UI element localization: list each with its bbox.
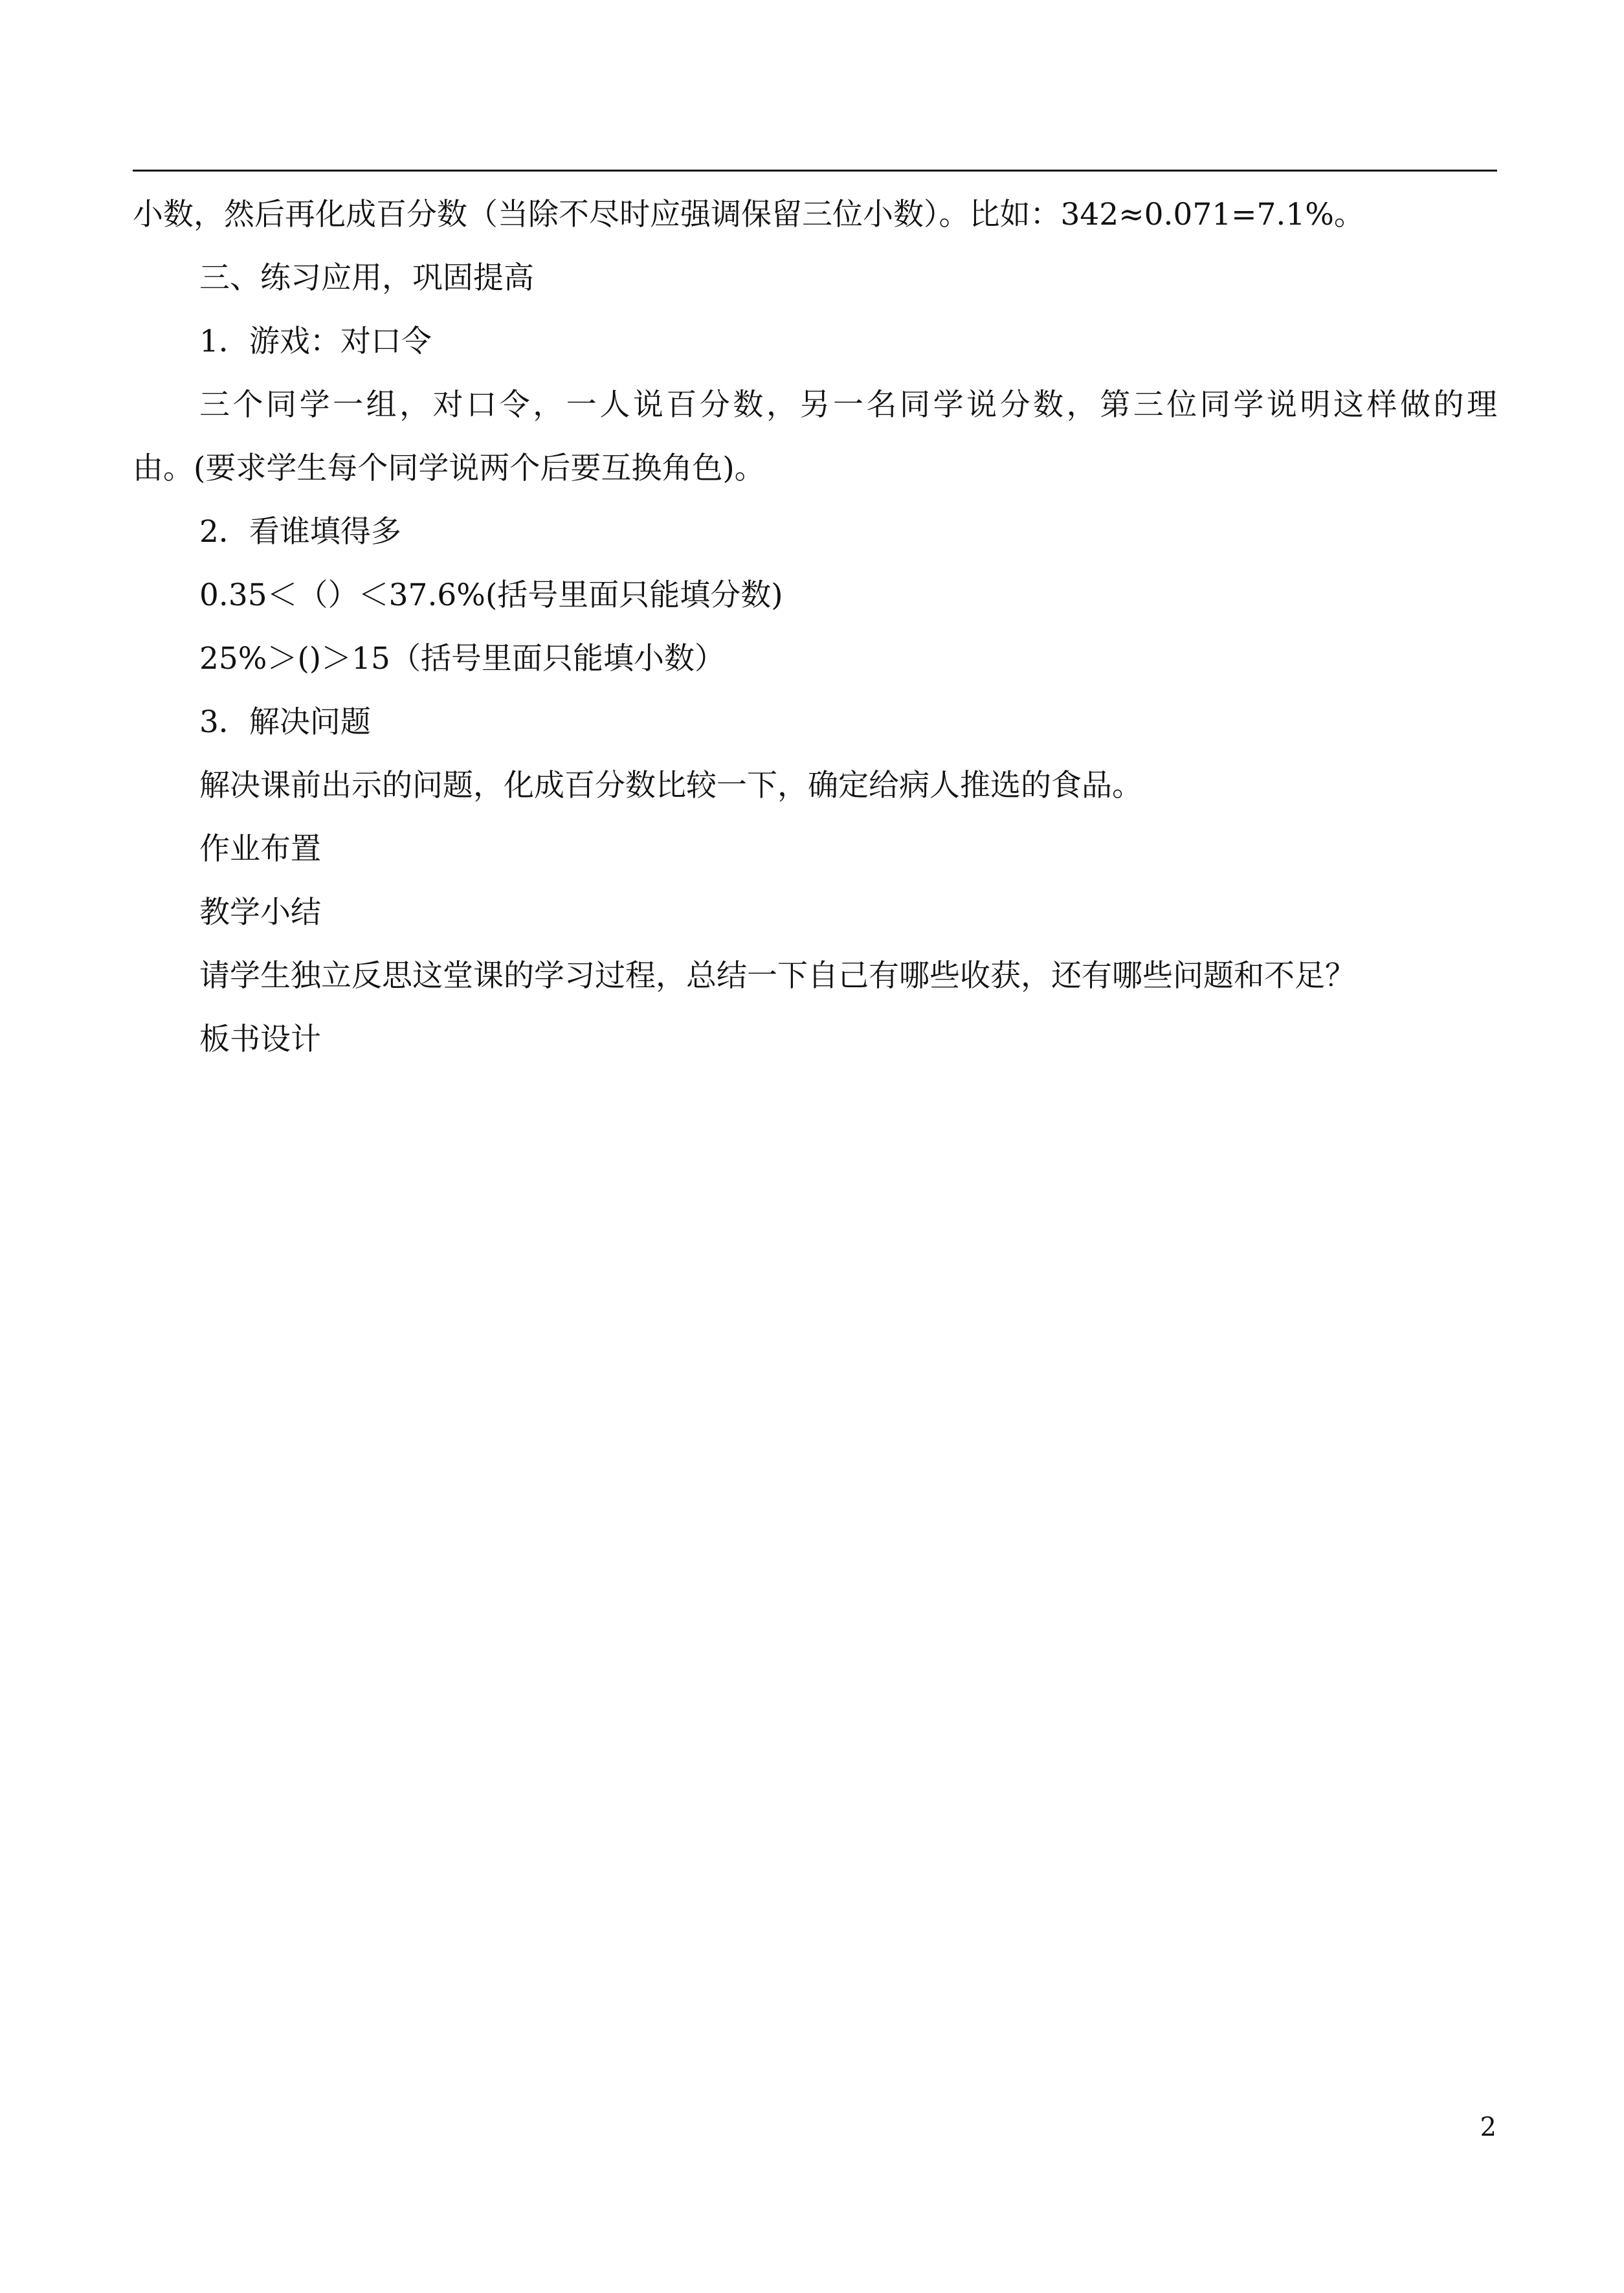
document-body [133, 183, 1497, 1071]
page-number: 2 [1480, 2112, 1496, 2142]
paragraph-line-solve-desc: 解决课前出示的问题，化成百分数比较一下，确定给病人推选的食品。 [199, 768, 1142, 803]
item-heading-game: 1．游戏：对口令 [199, 324, 432, 359]
item-heading-solve: 3．解决问题 [199, 704, 371, 740]
section-heading-practice: 三、练习应用，巩固提高 [199, 260, 534, 296]
exercise-line-fraction: 0.35＜（）＜37.6%(括号里面只能填分数) [199, 577, 783, 613]
paragraph-line-game-desc-end: 由。(要求学生每个同学说两个后要互换角色)。 [133, 451, 765, 486]
section-heading-summary: 教学小结 [199, 895, 321, 930]
item-heading-fill: 2．看谁填得多 [199, 514, 401, 550]
exercise-line-decimal: 25%＞()＞15（括号里面只能填小数） [199, 641, 725, 677]
section-heading-board-design: 板书设计 [199, 1022, 321, 1057]
paragraph-line-continuation: 小数，然后再化成百分数（当除不尽时应强调保留三位小数）。比如：342≈0.071=7.1%。 [133, 197, 1364, 232]
paragraph-line-game-desc: 三个同学一组，对口令，一人说百分数，另一名同学说分数，第三位同学说明这样做的理 [199, 387, 1497, 423]
paragraph-line-summary-desc: 请学生独立反思这堂课的学习过程，总结一下自己有哪些收获，还有哪些问题和不足？ [199, 958, 1355, 994]
header-rule [133, 170, 1497, 172]
section-heading-homework: 作业布置 [199, 831, 321, 867]
